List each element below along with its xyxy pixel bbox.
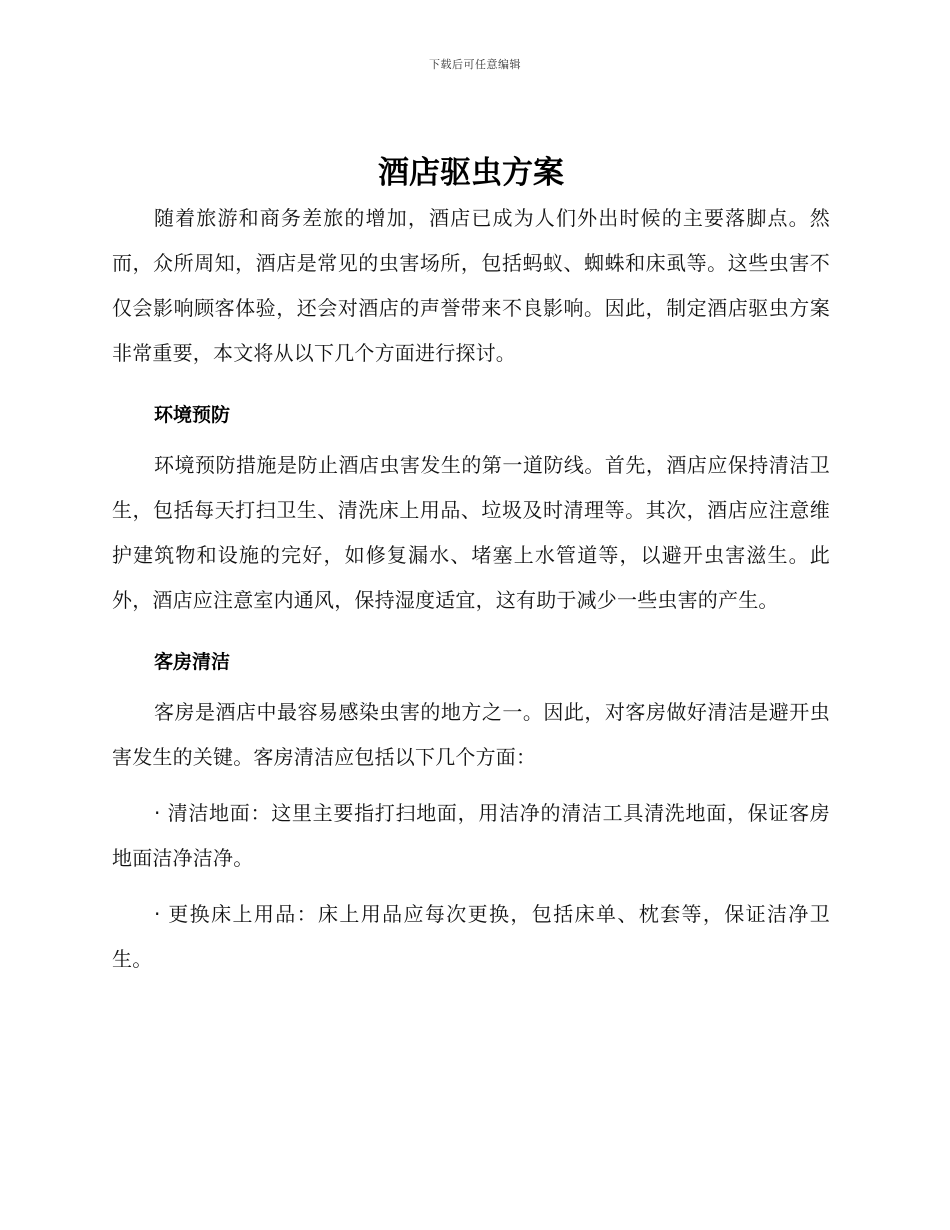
bullet-spacer <box>112 881 830 892</box>
intro-paragraph: 随着旅游和商务差旅的增加，酒店已成为人们外出时候的主要落脚点。然而，众所周知，酒店是常见的虫害场所，包括蚂蚁、蜘蛛和床虱等。这些虫害不仅会影响顾客体验，还会对酒店的声誉带来不良影响。因此，制定酒店驱虫方案非常重要，本文将从以下几个方面进行探讨。 <box>112 206 830 365</box>
document-title: 酒店驱虫方案 <box>378 155 564 191</box>
section-paragraph-environment: 环境预防措施是防止酒店虫害发生的第一道防线。首先，酒店应保持清洁卫生，包括每天打扫卫生、清洗床上用品、垃圾及时清理等。其次，酒店应注意维护建筑物和设施的完好，如修复漏水、堵塞上水管道等，以避开虫害滋生。此外，酒店应注意室内通风，保持湿度适宜，这有助于减少一些虫害的产生。 <box>112 453 830 612</box>
bullet-spacer <box>112 780 830 791</box>
section-spacer <box>112 376 830 387</box>
section-spacer <box>112 623 830 634</box>
bullet-item-floor-cleaning: · 清洁地面：这里主要指打扫地面，用洁净的清洁工具清洗地面，保证客房地面洁净洁净。 <box>112 801 830 870</box>
section-paragraph-room-cleaning: 客房是酒店中最容易感染虫害的地方之一。因此，对客房做好清洁是避开虫害发生的关键。客房清洁应包括以下几个方面： <box>112 700 830 769</box>
document-body <box>112 150 830 982</box>
section-heading-environment: 环境预防 <box>154 404 231 426</box>
section-heading-room-cleaning: 客房清洁 <box>154 651 231 673</box>
bullet-item-bedding-change: · 更换床上用品：床上用品应每次更换，包括床单、枕套等，保证洁净卫生。 <box>112 902 830 971</box>
header-note: 下载后可任意编辑 <box>429 58 521 71</box>
